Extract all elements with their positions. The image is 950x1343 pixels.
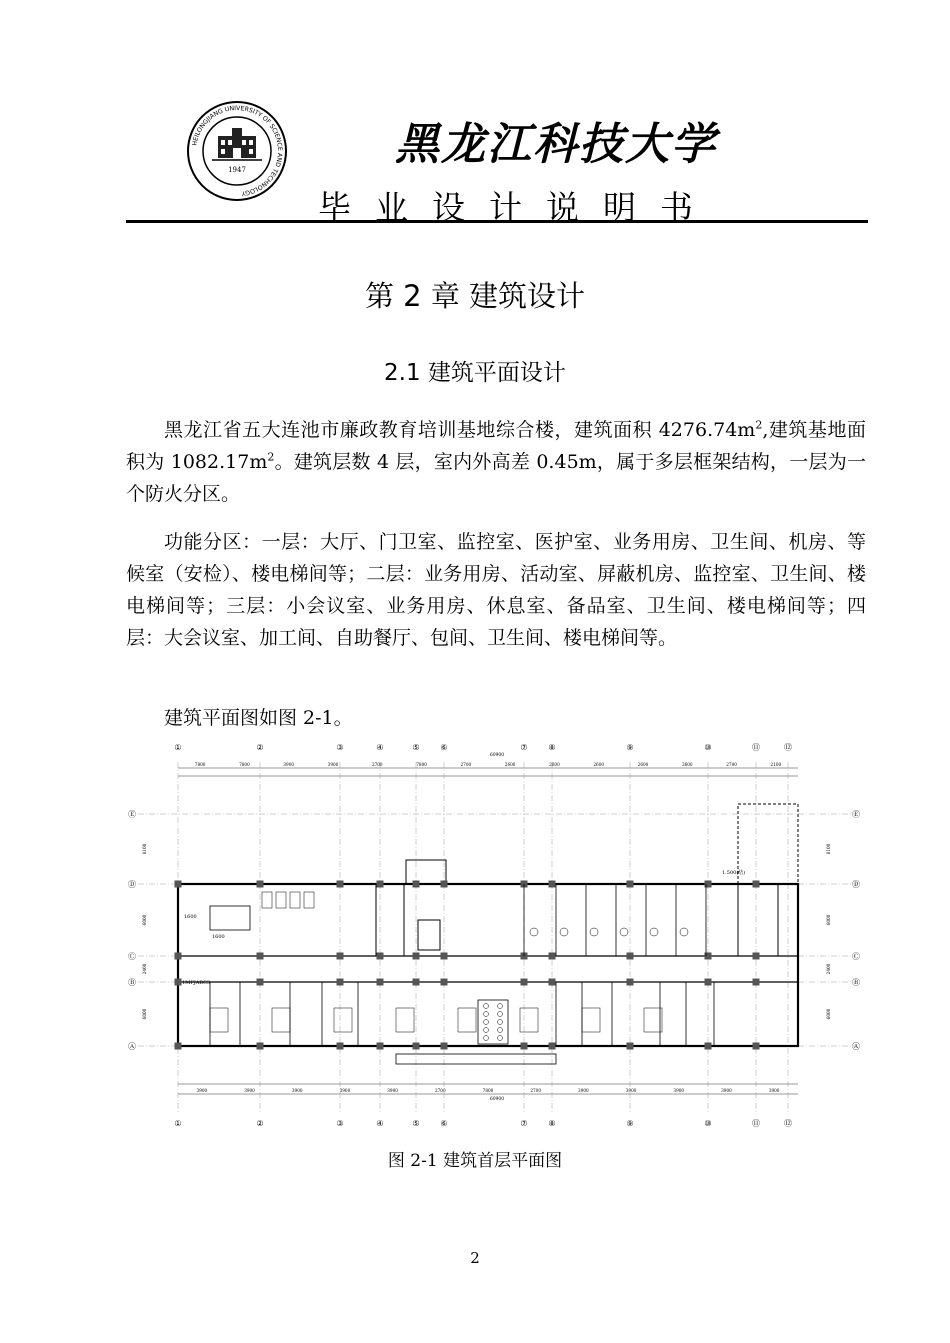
figure-caption: 图 2-1 建筑首层平面图 (387, 1151, 563, 1171)
dimension-top: 7800 (194, 762, 206, 767)
axis-label-right: Ⓐ (852, 1042, 860, 1051)
desk (520, 1008, 538, 1032)
dimension-side-right: 2400 (826, 963, 831, 975)
dimension-top: 3900 (327, 762, 339, 767)
overall-dimension-bottom: 60900 (489, 1097, 505, 1102)
column (337, 881, 344, 888)
dimension-bottom: 3900 (721, 1088, 732, 1093)
column (175, 881, 182, 888)
axis-labels-bottom (174, 1119, 792, 1128)
column (377, 953, 384, 960)
dimension-top: 3900 (283, 762, 295, 767)
axis-label-top: ⑤ (412, 743, 420, 752)
page-number: 2 (470, 1249, 480, 1267)
dimension-bottom: 3900 (673, 1088, 685, 1093)
column (377, 979, 384, 986)
dimension-bottom: 2700 (530, 1088, 542, 1093)
column (441, 1043, 448, 1050)
dimension-row-top (178, 762, 798, 776)
desk (272, 1008, 290, 1032)
desk (396, 1008, 414, 1032)
column (377, 881, 384, 888)
column (753, 979, 760, 986)
axis-label-top: ⑦ (520, 743, 528, 752)
dimension-bottom: 3900 (196, 1088, 208, 1093)
column (257, 979, 264, 986)
chair (484, 1020, 489, 1025)
toilet (560, 928, 568, 936)
building-walls (178, 804, 798, 1064)
chair (498, 1028, 503, 1033)
axis-label-top: ⑫ (784, 743, 792, 752)
interior-partitions (210, 884, 714, 1046)
axis-label-bottom: ⑦ (520, 1119, 528, 1128)
axis-gridlines (138, 762, 856, 1114)
fixture (304, 892, 314, 908)
column (521, 979, 528, 986)
paragraph-figure-ref: 建筑平面图如图 2-1。 (164, 707, 353, 729)
axis-label-left: Ⓓ (128, 880, 136, 889)
column (441, 881, 448, 888)
column (257, 1043, 264, 1050)
dimension-top: 2700 (371, 762, 383, 767)
dimension-top: 7800 (239, 762, 250, 767)
column (337, 1043, 344, 1050)
label-door-size: 1600 (212, 934, 225, 940)
axis-label-left: Ⓐ (128, 1042, 136, 1051)
column (753, 953, 760, 960)
column (705, 1043, 712, 1050)
dimension-side-right: 8100 (826, 843, 831, 855)
chair (498, 1020, 503, 1025)
axis-label-bottom: ⑥ (440, 1119, 448, 1128)
dimension-bottom: 3900 (578, 1088, 589, 1093)
svg-text:HEILONGJIANG UNIVERSITY OF SCI: HEILONGJIANG UNIVERSITY OF SCIENCE AND TECHNOLOGY (191, 104, 284, 197)
dimension-bottom: 3900 (291, 1088, 303, 1093)
column (257, 953, 264, 960)
column (337, 979, 344, 986)
dimension-bottom: 7800 (482, 1088, 494, 1093)
desk (644, 1008, 662, 1032)
axis-label-left: Ⓑ (128, 978, 136, 987)
university-seal-logo (186, 100, 288, 202)
column (753, 1043, 760, 1050)
column (413, 953, 420, 960)
axis-label-top: ⑪ (752, 743, 760, 752)
column (705, 953, 712, 960)
desk (210, 1008, 228, 1032)
column (441, 953, 448, 960)
axis-label-left: Ⓒ (128, 952, 136, 961)
column (521, 1043, 528, 1050)
chair (484, 1012, 489, 1017)
university-name: 黑龙江科技大学 (395, 119, 717, 170)
axis-label-bottom: ⑩ (704, 1119, 712, 1128)
dimension-top: 2600 (549, 762, 560, 767)
axis-label-top: ④ (376, 743, 384, 752)
dimension-top: 2100 (770, 762, 782, 767)
column (549, 881, 556, 888)
column (753, 881, 760, 888)
column (705, 979, 712, 986)
dimension-row-bottom (178, 1084, 798, 1094)
column (377, 1043, 384, 1050)
column (413, 979, 420, 986)
axis-labels-top (174, 743, 792, 752)
toilet (680, 928, 688, 936)
desk (334, 1008, 352, 1032)
chair (484, 1028, 489, 1033)
column (175, 979, 182, 986)
chair (498, 1012, 503, 1017)
fixture (262, 892, 272, 908)
axis-label-bottom: ⑧ (548, 1119, 556, 1128)
axis-label-top: ③ (336, 743, 344, 752)
dimension-bottom: 3900 (625, 1088, 637, 1093)
floor-plan-drawing (126, 742, 868, 1130)
chapter-title: 第 2 章 建筑设计 (364, 279, 586, 313)
axis-label-bottom: ⑪ (752, 1119, 760, 1128)
dimension-bottom: 2700 (434, 1088, 446, 1093)
column (413, 881, 420, 888)
axis-label-bottom: ③ (336, 1119, 344, 1128)
column (549, 953, 556, 960)
desk (458, 1008, 476, 1032)
axis-label-top: ⑧ (548, 743, 556, 752)
dimension-side-left: 6000 (142, 914, 147, 926)
axis-label-top: ② (256, 743, 264, 752)
axis-label-right: Ⓓ (852, 880, 860, 889)
chair (498, 1004, 503, 1009)
dimension-top: 2700 (726, 762, 737, 767)
document-title: 毕业设计说明书 (318, 188, 717, 227)
chair (484, 1036, 489, 1041)
axis-label-bottom: ④ (376, 1119, 384, 1128)
column (627, 979, 634, 986)
axis-label-bottom: ② (256, 1119, 264, 1128)
axis-label-bottom: ⑨ (626, 1119, 634, 1128)
dimension-bottom: 3900 (768, 1088, 780, 1093)
dimension-top: 2600 (593, 762, 605, 767)
column (175, 1043, 182, 1050)
dimension-side-right: 6000 (826, 914, 831, 926)
axis-label-bottom: ⑤ (412, 1119, 420, 1128)
label-room-tag: 1MFJABC3 (182, 980, 211, 986)
dimension-side-left: 2400 (142, 963, 147, 975)
axis-label-right: Ⓒ (852, 952, 860, 961)
column (337, 953, 344, 960)
column (257, 881, 264, 888)
column (705, 881, 712, 888)
dimension-bottom: 3900 (387, 1088, 398, 1093)
column (549, 1043, 556, 1050)
dimension-bottom: 3900 (339, 1088, 351, 1093)
header-rule (126, 220, 868, 223)
axis-label-right: Ⓔ (852, 810, 860, 819)
axis-label-top: ⑨ (626, 743, 634, 752)
dimension-side-left: 6000 (142, 1008, 147, 1020)
fixture (290, 892, 300, 908)
label-level-tag: 1.500(结) (722, 870, 746, 876)
dimension-top: 2600 (681, 762, 693, 767)
desk (582, 1008, 600, 1032)
axis-label-left: Ⓔ (128, 810, 136, 819)
column (627, 881, 634, 888)
axis-label-top: ⑥ (440, 743, 448, 752)
axis-label-bottom: ① (174, 1119, 182, 1128)
paragraph-function-zoning: 功能分区：一层：大厅、门卫室、监控室、医护室、业务用房、卫生间、机房、等候室（安检）、楼电梯间等；二层：业务用房、活动室、屏蔽机房、监控室、卫生间、楼电梯间等；三层：小会议室、业务用房、休息室、备品室、卫生间、楼电梯间等；四层：大会议室、加工间、自助餐厅、包间、卫生间、楼电梯间等。 (126, 531, 866, 649)
chair (484, 1004, 489, 1009)
axis-label-top: ⑩ (704, 743, 712, 752)
toilet (650, 928, 658, 936)
chair (498, 1036, 503, 1041)
toilet (620, 928, 628, 936)
label-window-size: 1600 (184, 914, 197, 920)
axis-label-right: Ⓑ (852, 978, 860, 987)
column (413, 1043, 420, 1050)
column (627, 953, 634, 960)
dimension-side-left: 8100 (142, 843, 147, 855)
paragraph-overview: 黑龙江省五大连池市廉政教育培训基地综合楼，建筑面积 $4276.74m^2$,建筑基地面积为 $1082.17m^2$。建筑层数 4 层，室内外高差 0.45m，属于多层框架结构，一层为一个防火分区。 (126, 418, 866, 505)
axis-label-bottom: ⑫ (784, 1119, 792, 1128)
axis-label-top: ① (174, 743, 182, 752)
section-title: 2.1 建筑平面设计 (384, 360, 566, 386)
dimension-bottom: 3900 (244, 1088, 255, 1093)
column (441, 979, 448, 986)
dimension-top: 7800 (416, 762, 427, 767)
column (549, 979, 556, 986)
dimension-side-right: 6000 (826, 1008, 831, 1020)
dimension-top: 2700 (460, 762, 472, 767)
dimension-top: 2600 (637, 762, 649, 767)
svg-text:1947: 1947 (228, 166, 246, 174)
fixture (276, 892, 286, 908)
toilet (590, 928, 598, 936)
column (627, 1043, 634, 1050)
toilet (530, 928, 538, 936)
dimension-top: 2600 (504, 762, 516, 767)
axis-labels-side (128, 810, 860, 1051)
column (175, 953, 182, 960)
overall-dimension-top: 60900 (489, 753, 505, 758)
